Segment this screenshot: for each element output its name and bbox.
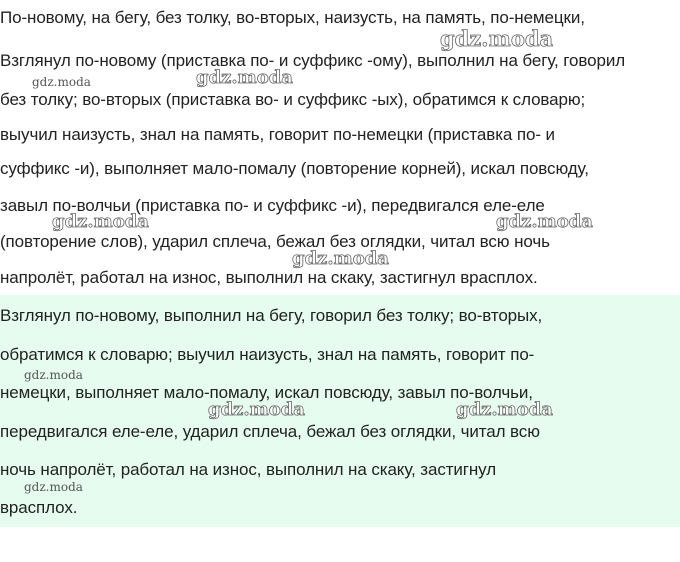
task-line: напролёт, работал на износ, выполнил на скаку, застигнул врасплох. <box>0 268 538 287</box>
task-line: без толку; во-вторых (приставка во- и суффикс -ых), обратимся к словарю; <box>0 90 586 109</box>
answer-block <box>0 295 680 527</box>
watermark: gdz.moda <box>196 67 293 88</box>
answer-line: ночь напролёт, работал на износ, выполнил на скаку, застигнул <box>0 460 497 479</box>
answer-line: Взглянул по-новому, выполнил на бегу, говорил без толку; во-вторых, <box>0 306 543 325</box>
watermark: gdz.moda <box>292 248 389 269</box>
answer-line: передвигался еле-еле, ударил сплеча, бежал без оглядки, читал всю <box>0 422 540 441</box>
watermark: gdz.moda <box>440 26 554 51</box>
task-line: завыл по-волчьи (приставка по- и суффикс -и), передвигался еле-еле <box>0 196 545 215</box>
watermark: gdz.moda <box>24 480 83 494</box>
watermark: gdz.moda <box>496 211 593 232</box>
task-line: Взглянул по-новому (приставка по- и суффикс -ому), выполнил на бегу, говорил <box>0 51 626 70</box>
answer-line: врасплох. <box>0 498 78 517</box>
task-line: суффикс -и), выполняет мало-помалу (повторение корней), искал повсюду, <box>0 159 589 178</box>
task-line: По-новому, на бегу, без толку, во-вторых, наизусть, на память, по-немецки, <box>0 8 585 27</box>
watermark: gdz.moda <box>24 368 83 382</box>
watermark: gdz.moda <box>52 211 149 232</box>
watermark: gdz.moda <box>208 399 305 420</box>
task-line: (повторение слов), ударил сплеча, бежал без оглядки, читал всю ночь <box>0 232 550 251</box>
answer-line: немецки, выполняет мало-помалу, искал повсюду, завыл по-волчьи, <box>0 383 533 402</box>
watermark: gdz.moda <box>456 399 553 420</box>
watermark: gdz.moda <box>32 75 91 89</box>
task-line: выучил наизусть, знал на память, говорит по-немецки (приставка по- и <box>0 125 555 144</box>
answer-line: обратимся к словарю; выучил наизусть, знал на память, говорит по- <box>0 345 535 364</box>
